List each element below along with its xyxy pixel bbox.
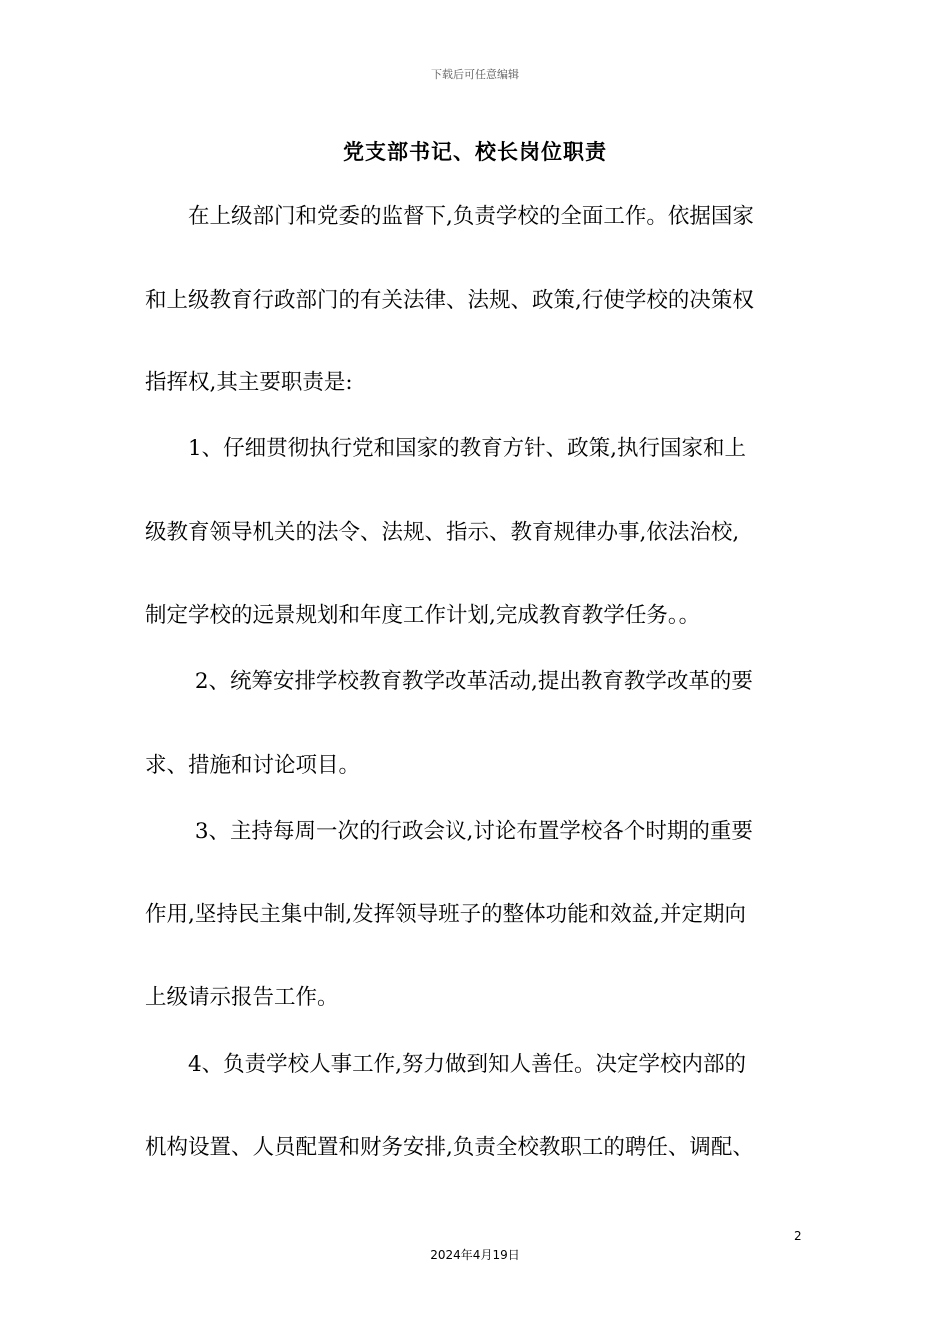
paragraph-line: 机构设置、人员配置和财务安排,负责全校教职工的聘任、调配、 xyxy=(145,1135,754,1160)
paragraph-line: 求、措施和讨论项目。 xyxy=(145,753,361,778)
paragraph-line: 级教育领导机关的法令、法规、指示、教育规律办事,依法治校, xyxy=(145,520,740,545)
paragraph-line: 3、主持每周一次的行政会议,讨论布置学校各个时期的重要 xyxy=(145,819,753,844)
paragraph-line: 1、仔细贯彻执行党和国家的教育方针、政策,执行国家和上 xyxy=(145,436,747,461)
footer-date: 2024年4月19日 xyxy=(430,1248,520,1262)
paragraph-line: 制定学校的远景规划和年度工作计划,完成教育教学任务。。 xyxy=(145,603,701,628)
paragraph-line: 上级请示报告工作。 xyxy=(145,985,339,1010)
page-number: 2 xyxy=(794,1229,802,1243)
paragraph-line: 在上级部门和党委的监督下,负责学校的全面工作。依据国家 xyxy=(145,204,754,229)
document-title: 党支部书记、校长岗位职责 xyxy=(343,140,607,164)
paragraph-line: 指挥权,其主要职责是: xyxy=(145,370,353,395)
paragraph-line: 4、负责学校人事工作,努力做到知人善任。决定学校内部的 xyxy=(145,1052,747,1077)
paragraph-line: 2、统筹安排学校教育教学改革活动,提出教育教学改革的要 xyxy=(145,669,753,694)
paragraph-line: 作用,坚持民主集中制,发挥领导班子的整体功能和效益,并定期向 xyxy=(145,902,747,927)
header-note: 下载后可任意编辑 xyxy=(431,68,519,81)
paragraph-line: 和上级教育行政部门的有关法律、法规、政策,行使学校的决策权 xyxy=(145,288,754,313)
